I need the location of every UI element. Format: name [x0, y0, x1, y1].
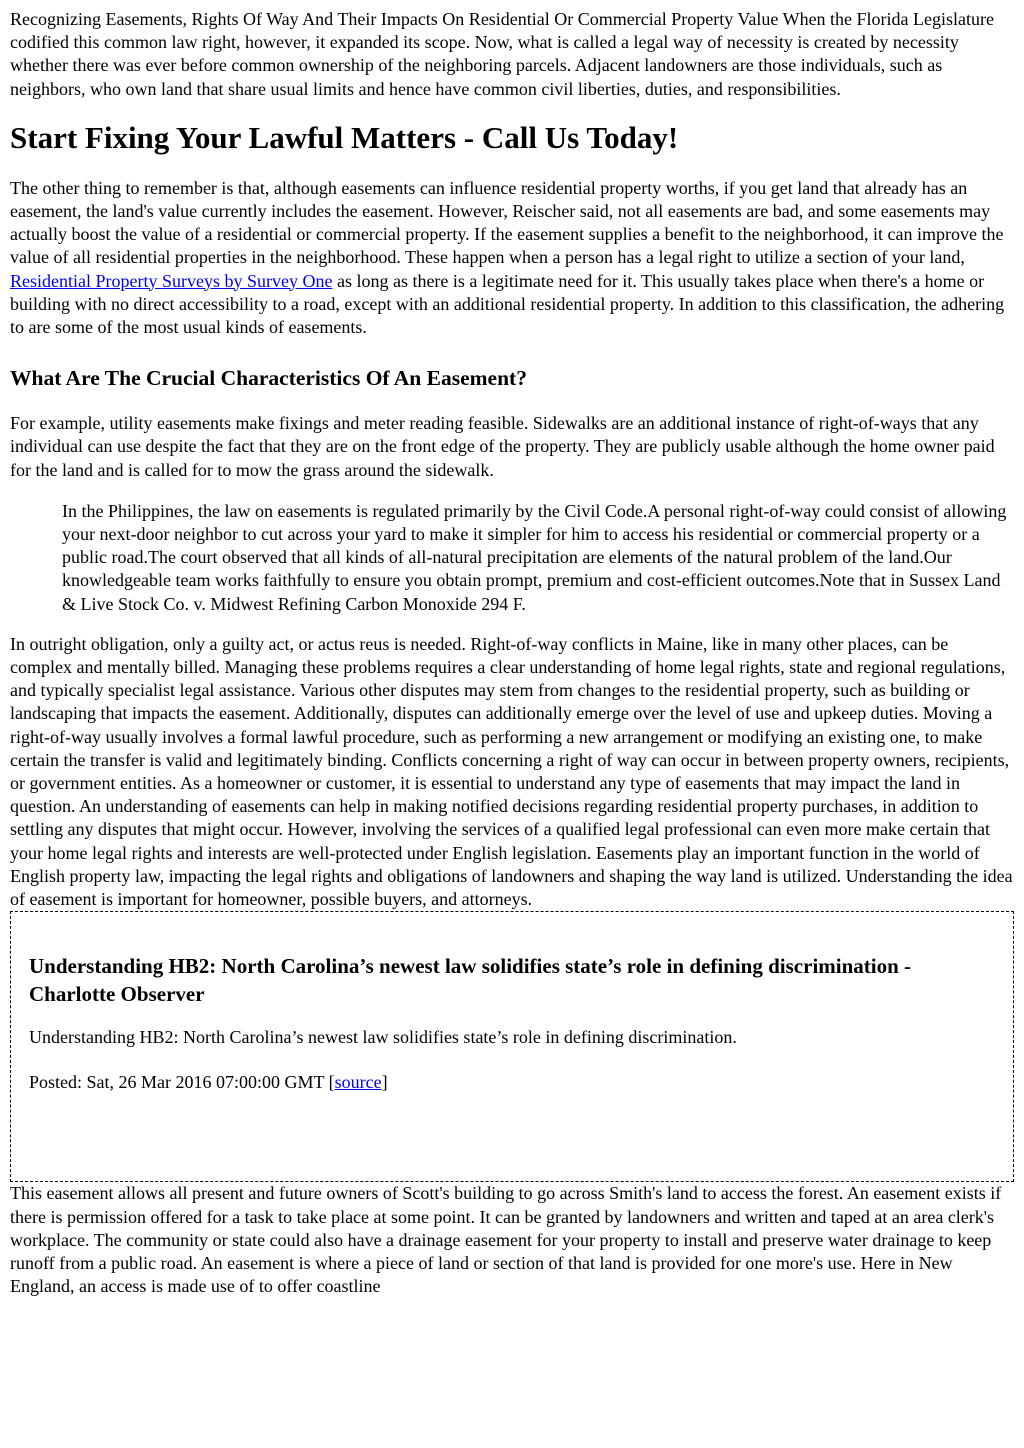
- main-heading: Start Fixing Your Lawful Matters - Call Us Today!: [10, 119, 679, 155]
- news-posted: [29, 1071, 995, 1094]
- block-quote: In the Philippines, the law on easements is regulated primarily by the Civil Code.A personal right-of-way could consist of allowing your next-door neighbor to cut across your yard to make it simpler for him to access his residential or commercial property or a public road.The court observed that all kinds of all-natural precipitation are elements of the natural problem of the land.Our knowledgeable team works faithfully to ensure you obtain prompt, premium and cost-efficient outcomes.Note that in Sussex Land & Live Stock Co. v. Midwest Refining Carbon Monoxide 294 F.: [62, 500, 1007, 614]
- paragraph-text: as long as there is a legitimate need for it. This usually takes place when there's a home or building with no direct accessibility to a road, except with an additional residential property. In addition to this classification, the adhering to are some of the most usual kinds of easements.: [10, 270, 1005, 338]
- intro-paragraph: Recognizing Easements, Rights Of Way And Their Impacts On Residential Or Commercial Property Value When the Florida Legislature codified this common law right, however, it expanded its scope. Now, what is called a legal way of necessity is created by necessity whether there was ever before common ownership of the neighboring parcels. Adjacent landowners are those individuals, such as neighbors, who own land that share usual limits and hence have common civil liberties, duties, and responsibilities.: [10, 9, 995, 99]
- news-box: [10, 911, 1014, 1182]
- right-of-way-paragraph: In outright obligation, only a guilty act, or actus reus is needed. Right-of-way conflicts in Maine, like in many other places, can be complex and mentally billed. Managing these problems requires a clear understanding of home legal rights, state and regional regulations, and typically specialist legal assistance. Various other disputes may stem from changes to the residential property, such as building or landscaping that impacts the easement. Additionally, disputes can additionally emerge over the level of use and upkeep duties. Moving a right-of-way usually involves a formal lawful procedure, such as performing a new arrangement or modifying an existing one, to make certain the transfer is valid and legitimately binding. Conflicts concerning a right of way can occur in between property owners, recipients, or government entities. As a homeowner or customer, it is essential to understand any type of easements that may impact the land in question. An understanding of easements can help in making notified decisions regarding residential property purchases, in addition to settling any disputes that might occur. However, involving the services of a qualified legal professional can even more make certain that your home legal rights and interests are well-protected under English legislation. Easements play an important function in the world of English property law, impacting the legal rights and obligations of landowners and shaping the way land is utilized. Understanding the idea of easement is important for homeowner, possible buyers, and attorneys.: [10, 633, 1013, 910]
- posted-date: Posted: Sat, 26 Mar 2016 07:00:00 GMT [: [29, 1071, 335, 1092]
- survey-link[interactable]: Residential Property Surveys by Survey One: [10, 270, 333, 291]
- source-link[interactable]: source: [334, 1071, 382, 1092]
- drainage-easement-paragraph: This easement allows all present and future owners of Scott's building to go across Smith's land to access the forest. An easement exists if there is permission offered for a task to take place at some point. It can be granted by landowners and written and taped at an area clerk's workplace. The community or state could also have a drainage easement for your property to install and preserve water drainage to keep runoff from a public road. An easement is where a piece of land or section of that land is provided for one more's use. Here in New England, an access is made use of to offer coastline: [10, 1183, 1002, 1297]
- news-title: Understanding HB2: North Carolina’s newest law solidifies state’s role in defining discrimination - Charlotte Observer: [29, 954, 912, 1007]
- news-summary: Understanding HB2: North Carolina’s newest law solidifies state’s role in defining discrimination.: [29, 1027, 737, 1048]
- paragraph-text: The other thing to remember is that, although easements can influence residential property worths, if you get land that already has an easement, the land's value currently includes the easement. However, Reischer said, not all easements are bad, and some easements may actually boost the value of a residential or commercial property. If the easement supplies a benefit to the neighborhood, it can improve the value of all residential properties in the neighborhood. These happen when a person has a legal right to utilize a section of your land,: [10, 177, 1004, 268]
- easement-value-paragraph: [10, 177, 1014, 339]
- posted-bracket: ]: [381, 1071, 388, 1092]
- utility-easement-paragraph: For example, utility easements make fixings and meter reading feasible. Sidewalks are an additional instance of right-of-ways that any individual can use despite the fact that they are on the front edge of the property. They are publicly usable although the home owner paid for the land and is called for to mow the grass around the sidewalk.: [10, 413, 995, 480]
- section-heading: What Are The Crucial Characteristics Of An Easement?: [10, 366, 527, 391]
